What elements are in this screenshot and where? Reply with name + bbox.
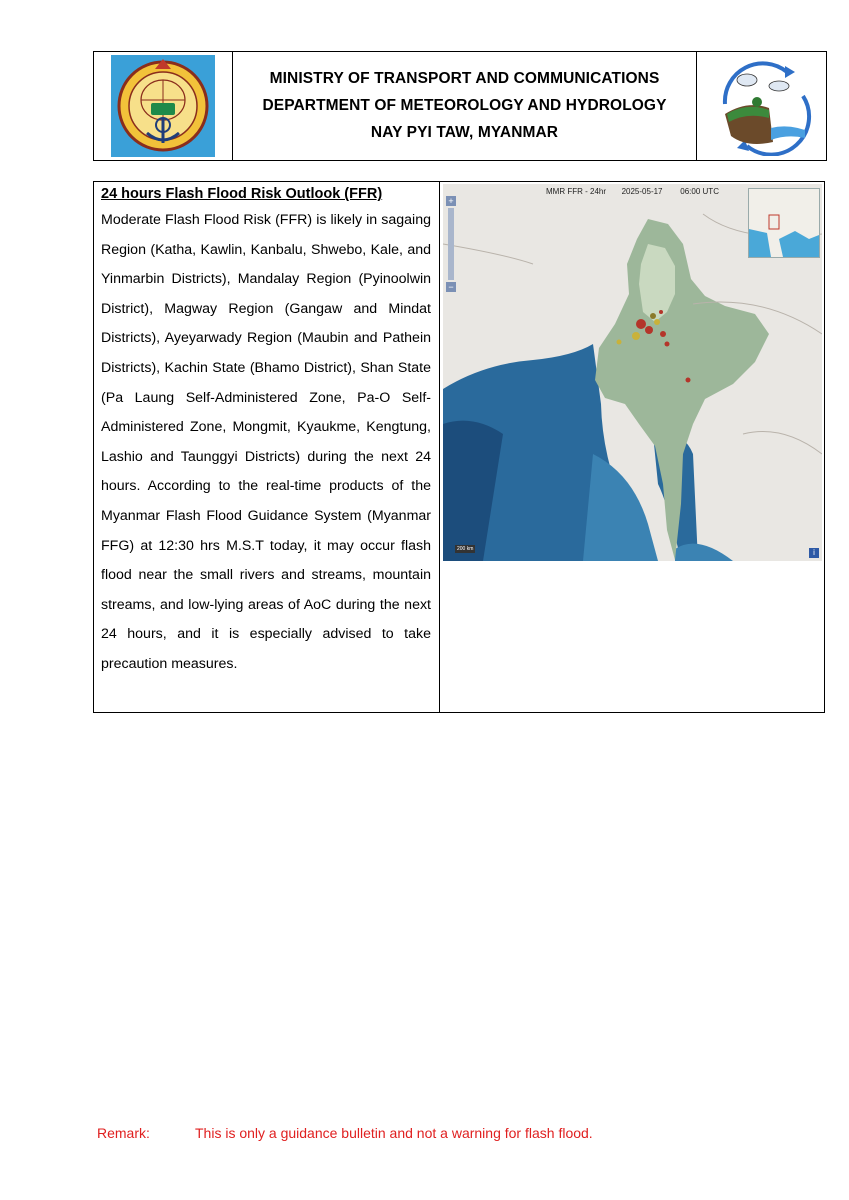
hydrological-cycle-icon — [707, 56, 817, 156]
department-name: DEPARTMENT OF METEOROLOGY AND HYDROLOGY — [262, 97, 667, 114]
remark-label: Remark: — [97, 1125, 150, 1141]
outlook-text-cell — [94, 182, 440, 712]
inset-map-image — [749, 189, 819, 257]
location: NAY PYI TAW, MYANMAR — [370, 124, 559, 141]
zoom-out-button[interactable]: − — [446, 282, 456, 292]
remark-line — [97, 1125, 593, 1141]
ministry-name: MINISTRY OF TRANSPORT AND COMMUNICATIONS — [269, 70, 660, 87]
overview-inset-map[interactable] — [748, 188, 820, 258]
info-button[interactable]: i — [809, 548, 819, 558]
zoom-in-button[interactable]: + — [446, 196, 456, 206]
zoom-slider[interactable] — [448, 208, 454, 280]
letterhead — [93, 51, 827, 161]
remark-text: This is only a guidance bulletin and not a warning for flash flood. — [195, 1125, 593, 1141]
outlook-body: Moderate Flash Flood Risk (FFR) is likely in sagaing Region (Katha, Kawlin, Kanbalu, Shwebo, Kale, and Yinmarbin Districts), Mandalay Region (Pyinoolwin District), Magway Region (Gangaw and Mindat Districts), Ayeyarwady Region (Maubin and Pathein Districts), Kachin State (Bhamo District), Shan State (Pa Laung Self-Administered Zone, Pa-O Self-Administered Zone, Mongmit, Kyaukme, Kengtung, Lashio and Taunggyi Districts) during the next 24 hours. According to the real-time products of the Myanmar Flash Flood Guidance System (Myanmar FFG) at 12:30 hrs M.S.T today, it may occur flash flood near the small rivers and streams, mountain streams, and low-lying areas of AoC during the next 24 hours, and it is especially advised to take precaution measures. — [101, 212, 431, 672]
ministry-emblem-icon — [111, 55, 215, 157]
outlook-table — [93, 181, 825, 713]
map-date: 2025-05-17 — [621, 187, 663, 196]
map-title: MMR FFR - 24hr — [546, 187, 607, 196]
ffr-map[interactable] — [443, 184, 822, 561]
outlook-title: 24 hours Flash Flood Risk Outlook (FFR) — [101, 186, 383, 202]
letterhead-text — [233, 52, 697, 160]
ministry-logo-cell — [94, 52, 233, 160]
map-time: 06:00 UTC — [680, 187, 719, 196]
dmh-logo-cell — [697, 52, 826, 160]
outlook-map-cell — [440, 182, 824, 712]
scale-bar: 200 km — [457, 546, 474, 552]
